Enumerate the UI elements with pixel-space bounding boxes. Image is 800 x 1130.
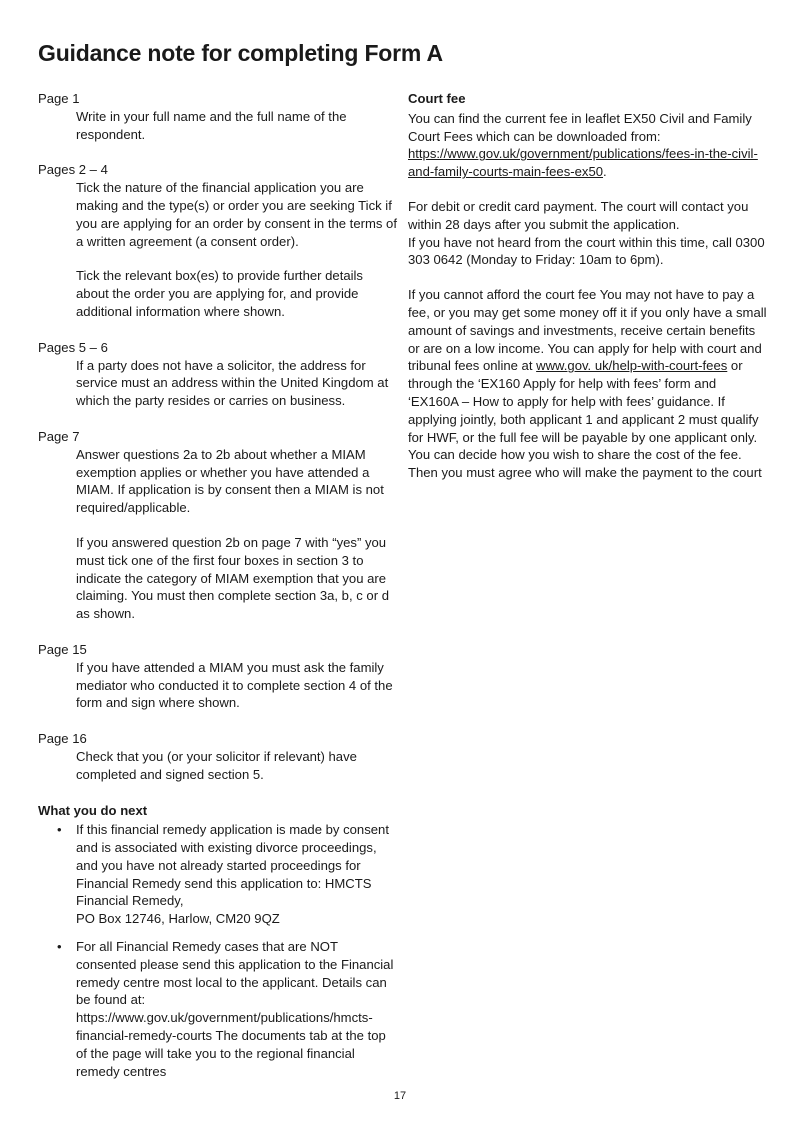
list-item — [38, 821, 398, 928]
bullet-address: PO Box 12746, Harlow, CM20 9QZ — [76, 911, 280, 927]
next-heading: What you do next — [38, 802, 148, 818]
payment-text: For debit or credit card payment. The court will contact you within 28 days after you submit the application. — [408, 198, 749, 232]
section-label: Page 7 — [38, 428, 80, 444]
next-bullets — [38, 821, 398, 1080]
section-label: Page 1 — [38, 91, 80, 106]
section-page-7 — [38, 428, 398, 623]
page-title: Guidance note for completing Form A — [38, 40, 443, 66]
section-text: If you have attended a MIAM you must ask the family mediator who conducted it to complete section 4 of the form and sign where shown. — [76, 659, 393, 711]
section-label: Page 16 — [38, 731, 87, 747]
help-text-continued: or through the ‘EX160 Apply for help with fees’ form and ‘EX160A – How to apply for help with fees’ guidance. If applying jointly, both applicant 1 and applicant 2 must qualify for HWF, or the full fee will be payable by one applicant only. You can decide how you wish to share the cost of the fee. Then you must agree who will make the payment to the court — [408, 358, 762, 481]
section-text: Tick the relevant box(es) to provide further details about the order you are applying for, and provide additional information where shown. — [76, 268, 363, 319]
bullet-icon: • — [57, 822, 62, 838]
help-text: If you cannot afford the court fee You may not have to pay a fee, or you may get some money off it if you only have a small amount of savings and investments, receive certain benefits or are on a low income. You can apply for help with court and tribunal fees online at — [408, 287, 767, 374]
section-label: Pages 5 – 6 — [38, 339, 108, 355]
list-item — [38, 938, 398, 1080]
section-label: Page 15 — [38, 641, 87, 657]
section-page-1 — [38, 90, 398, 143]
left-column — [38, 90, 398, 1090]
fee-info-paragraph — [408, 110, 768, 181]
payment-paragraph — [408, 198, 768, 269]
what-you-do-next — [38, 802, 398, 1081]
payment-contact-text: If you have not heard from the court within this time, call 0300 303 0642 (Monday to Friday: 10am to 6pm). — [408, 234, 765, 268]
bullet-text: For all Financial Remedy cases that are NOT consented please send this application to the Financial remedy centre most local to the applicant. Details can be found at: https://www.gov.uk/government/publications/hmcts-financial-remedy-courts The documents tab at the top of the page will take you to the regional financial remedy centres — [76, 939, 394, 1079]
bullet-icon: • — [57, 939, 62, 955]
section-text: Write in your full name and the full name of the respondent. — [76, 108, 347, 142]
bullet-text: If this financial remedy application is made by consent and is associated with existing divorce proceedings, and you have not already started proceedings for Financial Remedy send this application to: HMCTS Financial Remedy, — [76, 822, 389, 909]
page-number: 17 — [393, 1090, 407, 1102]
section-pages-5-6 — [38, 339, 398, 410]
right-column — [408, 90, 768, 499]
section-label: Pages 2 – 4 — [38, 162, 108, 178]
section-text: Tick the nature of the financial application you are making and the type(s) or order you are seeking Tick if you are applying for an order by consent in the terms of a written agreement (a consent order). — [76, 180, 397, 249]
section-text: Check that you (or your solicitor if relevant) have completed and signed section 5. — [76, 748, 357, 782]
section-text: If you answered question 2b on page 7 with “yes” you must tick one of the first four boxes in section 3 to indicate the category of MIAM exemption that you are claiming. You must then complete section 3a, b, c or d as shown. — [76, 534, 389, 622]
court-fee-heading: Court fee — [408, 91, 466, 106]
section-text: If a party does not have a solicitor, the address for service must an address within the United Kingdom at which the party resides or carries on business. — [76, 357, 389, 409]
section-pages-2-4 — [38, 161, 398, 320]
section-text: Answer questions 2a to 2b about whether a MIAM exemption applies or whether you have attended a MIAM. If application is by consent then a MIAM is not required/applicable. — [76, 446, 384, 516]
help-with-fees-link[interactable]: www.gov. uk/help-with-court-fees — [536, 358, 728, 374]
fee-info-end: . — [603, 164, 607, 180]
section-page-16 — [38, 730, 398, 783]
fees-leaflet-link[interactable]: https://www.gov.uk/government/publications/fees-in-the-civil-and-family-courts-main-fees-ex50 — [408, 146, 758, 180]
help-with-fees-paragraph — [408, 286, 768, 482]
section-page-15 — [38, 641, 398, 712]
fee-info-text: You can find the current fee in leaflet EX50 Civil and Family Court Fees which can be downloaded from: — [408, 110, 752, 144]
